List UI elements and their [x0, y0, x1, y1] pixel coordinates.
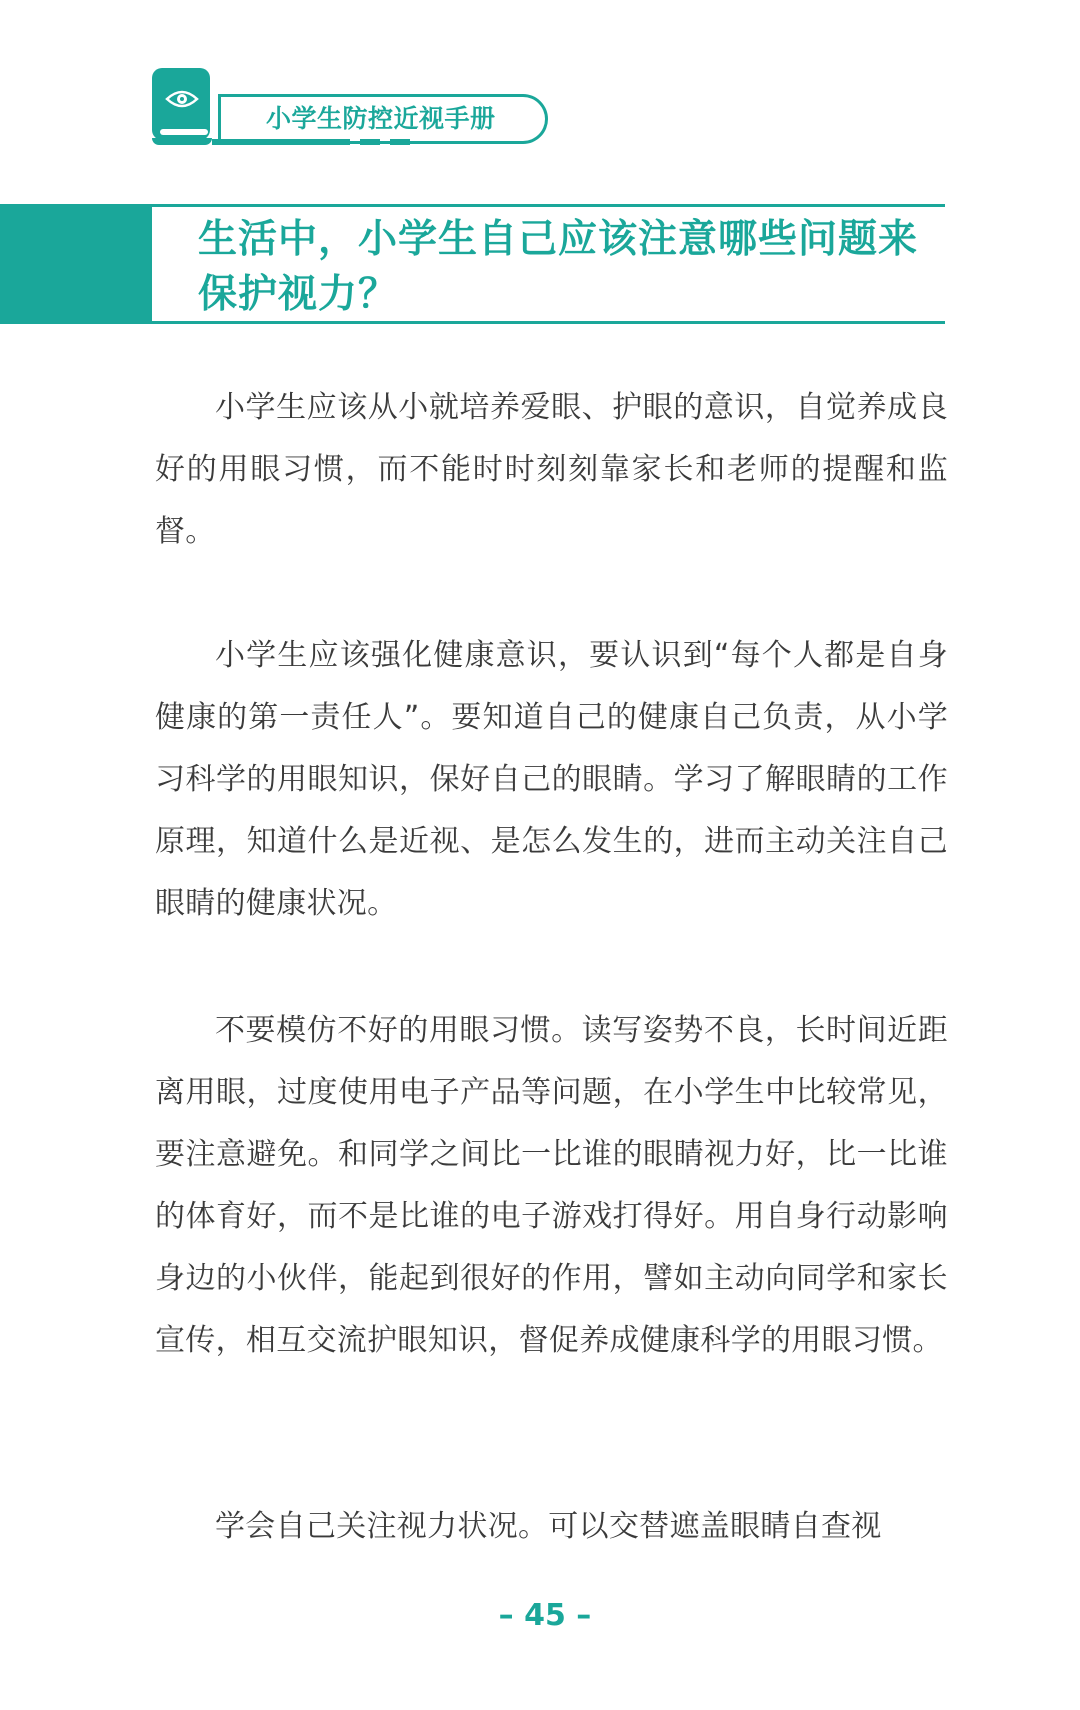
paragraph: 学会自己关注视力状况。可以交替遮盖眼睛自查视: [215, 1509, 882, 1544]
book-pages-shape: [160, 129, 208, 135]
section-heading: 生活中，小学生自己应该注意哪些问题来保护视力？: [198, 217, 919, 317]
heading-rule-bottom: [0, 321, 945, 324]
paragraph: 小学生应该从小就培养爱眼、护眼的意识，自觉养成良好的用眼习惯，而不能时时刻刻靠家长和老师的提醒和监督。: [155, 390, 948, 549]
header-underline-segment: [212, 139, 350, 145]
handbook-title: 小学生防控近视手册: [266, 104, 496, 133]
eye-icon: [165, 88, 199, 110]
book-spine-shape: [152, 138, 212, 145]
heading-accent-block: [0, 207, 152, 321]
header-underline-dash: [360, 139, 380, 145]
page-number: – 45 –: [498, 1598, 592, 1633]
header-underline-dash: [390, 139, 410, 145]
header-title-frame-edge: [218, 94, 221, 144]
paragraph: 小学生应该强化健康意识，要认识到“每个人都是自身健康的第一责任人”。要知道自己的健康自己负责，从小学习科学的用眼知识，保好自己的眼睛。学习了解眼睛的工作原理，知道什么是近视、是怎么发生的，进而主动关注自己眼睛的健康状况。: [155, 638, 948, 921]
paragraph: 不要模仿不好的用眼习惯。读写姿势不良，长时间近距离用眼，过度使用电子产品等问题，在小学生中比较常见，要注意避免。和同学之间比一比谁的眼睛视力好，比一比谁的体育好，而不是比谁的电子游戏打得好。用自身行动影响身边的小伙伴，能起到很好的作用，譬如主动向同学和家长宣传，相互交流护眼知识，督促养成健康科学的用眼习惯。: [155, 1013, 948, 1358]
